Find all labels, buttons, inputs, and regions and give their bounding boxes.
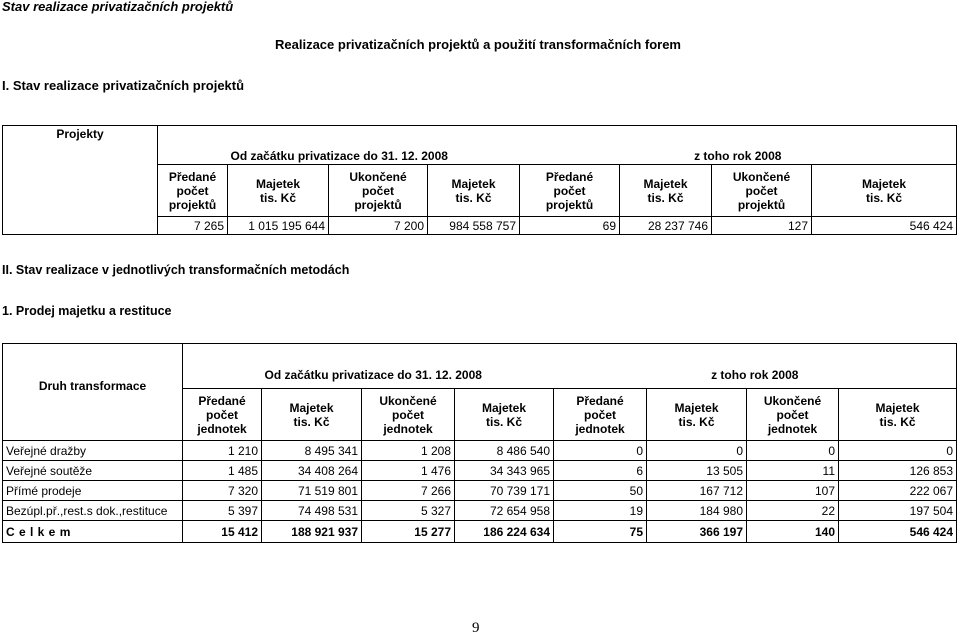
section2-subtitle: 1. Prodej majetku a restituce bbox=[2, 304, 172, 318]
table-cell: 140 bbox=[747, 521, 839, 543]
projects-row-header: Projekty bbox=[3, 165, 158, 217]
document-subtitle: Realizace privatizačních projektů a použití transformačních forem bbox=[275, 37, 681, 52]
row-label: Bezúpl.př.,rest.s dok.,restituce bbox=[3, 501, 183, 521]
col-header: Majetek tis. Kč bbox=[839, 389, 957, 441]
period-since-header: Od začátku privatizace do 31. 12. 2008 bbox=[228, 126, 520, 165]
row-label: Přímé prodeje bbox=[3, 481, 183, 501]
col-header: Ukončené počet projektů bbox=[712, 165, 812, 217]
table-cell: 5 397 bbox=[183, 501, 262, 521]
section2-title: II. Stav realizace v jednotlivých transformačních metodách bbox=[2, 263, 350, 277]
period-year-header: z toho rok 2008 bbox=[520, 126, 957, 165]
table-cell: 69 bbox=[520, 217, 620, 235]
col-header: Majetek tis. Kč bbox=[620, 165, 712, 217]
col-header: Předané počet jednotek bbox=[183, 389, 262, 441]
table-cell: 0 bbox=[839, 441, 957, 461]
row-label: C e l k e m bbox=[3, 521, 183, 543]
table-cell: 126 853 bbox=[839, 461, 957, 481]
col-header: Ukončené počet jednotek bbox=[747, 389, 839, 441]
table-cell: 7 200 bbox=[329, 217, 428, 235]
table-cell: 222 067 bbox=[839, 481, 957, 501]
table-row bbox=[3, 217, 957, 235]
table-cell: 0 bbox=[647, 441, 747, 461]
page-title: Stav realizace privatizačních projektů bbox=[2, 0, 234, 14]
table-cell: 1 485 bbox=[183, 461, 262, 481]
table-cell: 34 343 965 bbox=[455, 461, 554, 481]
table-cell: 184 980 bbox=[647, 501, 747, 521]
table-cell: 107 bbox=[747, 481, 839, 501]
table-cell: 71 519 801 bbox=[262, 481, 362, 501]
row-label: Veřejné soutěže bbox=[3, 461, 183, 481]
table-cell: 984 558 757 bbox=[428, 217, 520, 235]
table-cell: 15 277 bbox=[362, 521, 455, 543]
table-cell: 167 712 bbox=[647, 481, 747, 501]
table-row bbox=[3, 461, 957, 481]
table-row bbox=[3, 501, 957, 521]
table-cell: 366 197 bbox=[647, 521, 747, 543]
table-cell: 75 bbox=[554, 521, 647, 543]
table-cell: 546 424 bbox=[839, 521, 957, 543]
table-total-row bbox=[3, 521, 957, 543]
table-cell: 0 bbox=[747, 441, 839, 461]
row-label: Veřejné dražby bbox=[3, 441, 183, 461]
transformation-table bbox=[2, 343, 957, 543]
table-cell: 19 bbox=[554, 501, 647, 521]
col-header: Majetek tis. Kč bbox=[812, 165, 957, 217]
table-cell: 0 bbox=[554, 441, 647, 461]
table-cell: 7 320 bbox=[183, 481, 262, 501]
table-cell: 1 208 bbox=[362, 441, 455, 461]
table-row bbox=[3, 441, 957, 461]
table-cell: 11 bbox=[747, 461, 839, 481]
page-number: 9 bbox=[472, 620, 480, 636]
period-year-header-2: z toho rok 2008 bbox=[554, 344, 957, 389]
table-cell: 22 bbox=[747, 501, 839, 521]
col-header: Majetek tis. Kč bbox=[647, 389, 747, 441]
table-cell: 1 210 bbox=[183, 441, 262, 461]
section1-title: I. Stav realizace privatizačních projektů bbox=[2, 78, 245, 93]
table-cell: 74 498 531 bbox=[262, 501, 362, 521]
table-cell: 7 266 bbox=[362, 481, 455, 501]
table-cell: 186 224 634 bbox=[455, 521, 554, 543]
table-cell: 127 bbox=[712, 217, 812, 235]
table-cell: 13 505 bbox=[647, 461, 747, 481]
col-header: Ukončené počet jednotek bbox=[362, 389, 455, 441]
table-cell: 72 654 958 bbox=[455, 501, 554, 521]
table-cell: 188 921 937 bbox=[262, 521, 362, 543]
table-cell: 546 424 bbox=[812, 217, 957, 235]
projects-table bbox=[2, 125, 957, 235]
table-cell: 197 504 bbox=[839, 501, 957, 521]
col-header: Předané počet jednotek bbox=[554, 389, 647, 441]
col-header: Předané počet projektů bbox=[520, 165, 620, 217]
col-header: Ukončené počet projektů bbox=[329, 165, 428, 217]
transformation-row-header: Druh transformace bbox=[3, 389, 183, 441]
col-header: Majetek tis. Kč bbox=[428, 165, 520, 217]
table-cell: 15 412 bbox=[183, 521, 262, 543]
table-cell: 6 bbox=[554, 461, 647, 481]
table-cell: 8 486 540 bbox=[455, 441, 554, 461]
table-cell: 7 265 bbox=[158, 217, 228, 235]
table-cell: 1 015 195 644 bbox=[228, 217, 329, 235]
col-header: Majetek tis. Kč bbox=[262, 389, 362, 441]
table-cell: 8 495 341 bbox=[262, 441, 362, 461]
table-cell: 50 bbox=[554, 481, 647, 501]
period-since-header-2: Od začátku privatizace do 31. 12. 2008 bbox=[262, 344, 554, 389]
table-cell: 70 739 171 bbox=[455, 481, 554, 501]
table-cell: 34 408 264 bbox=[262, 461, 362, 481]
col-header: Majetek tis. Kč bbox=[228, 165, 329, 217]
col-header: Majetek tis. Kč bbox=[455, 389, 554, 441]
table-row bbox=[3, 481, 957, 501]
col-header: Předané počet projektů bbox=[158, 165, 228, 217]
table-cell: 1 476 bbox=[362, 461, 455, 481]
table-cell: 5 327 bbox=[362, 501, 455, 521]
table-cell: 28 237 746 bbox=[620, 217, 712, 235]
